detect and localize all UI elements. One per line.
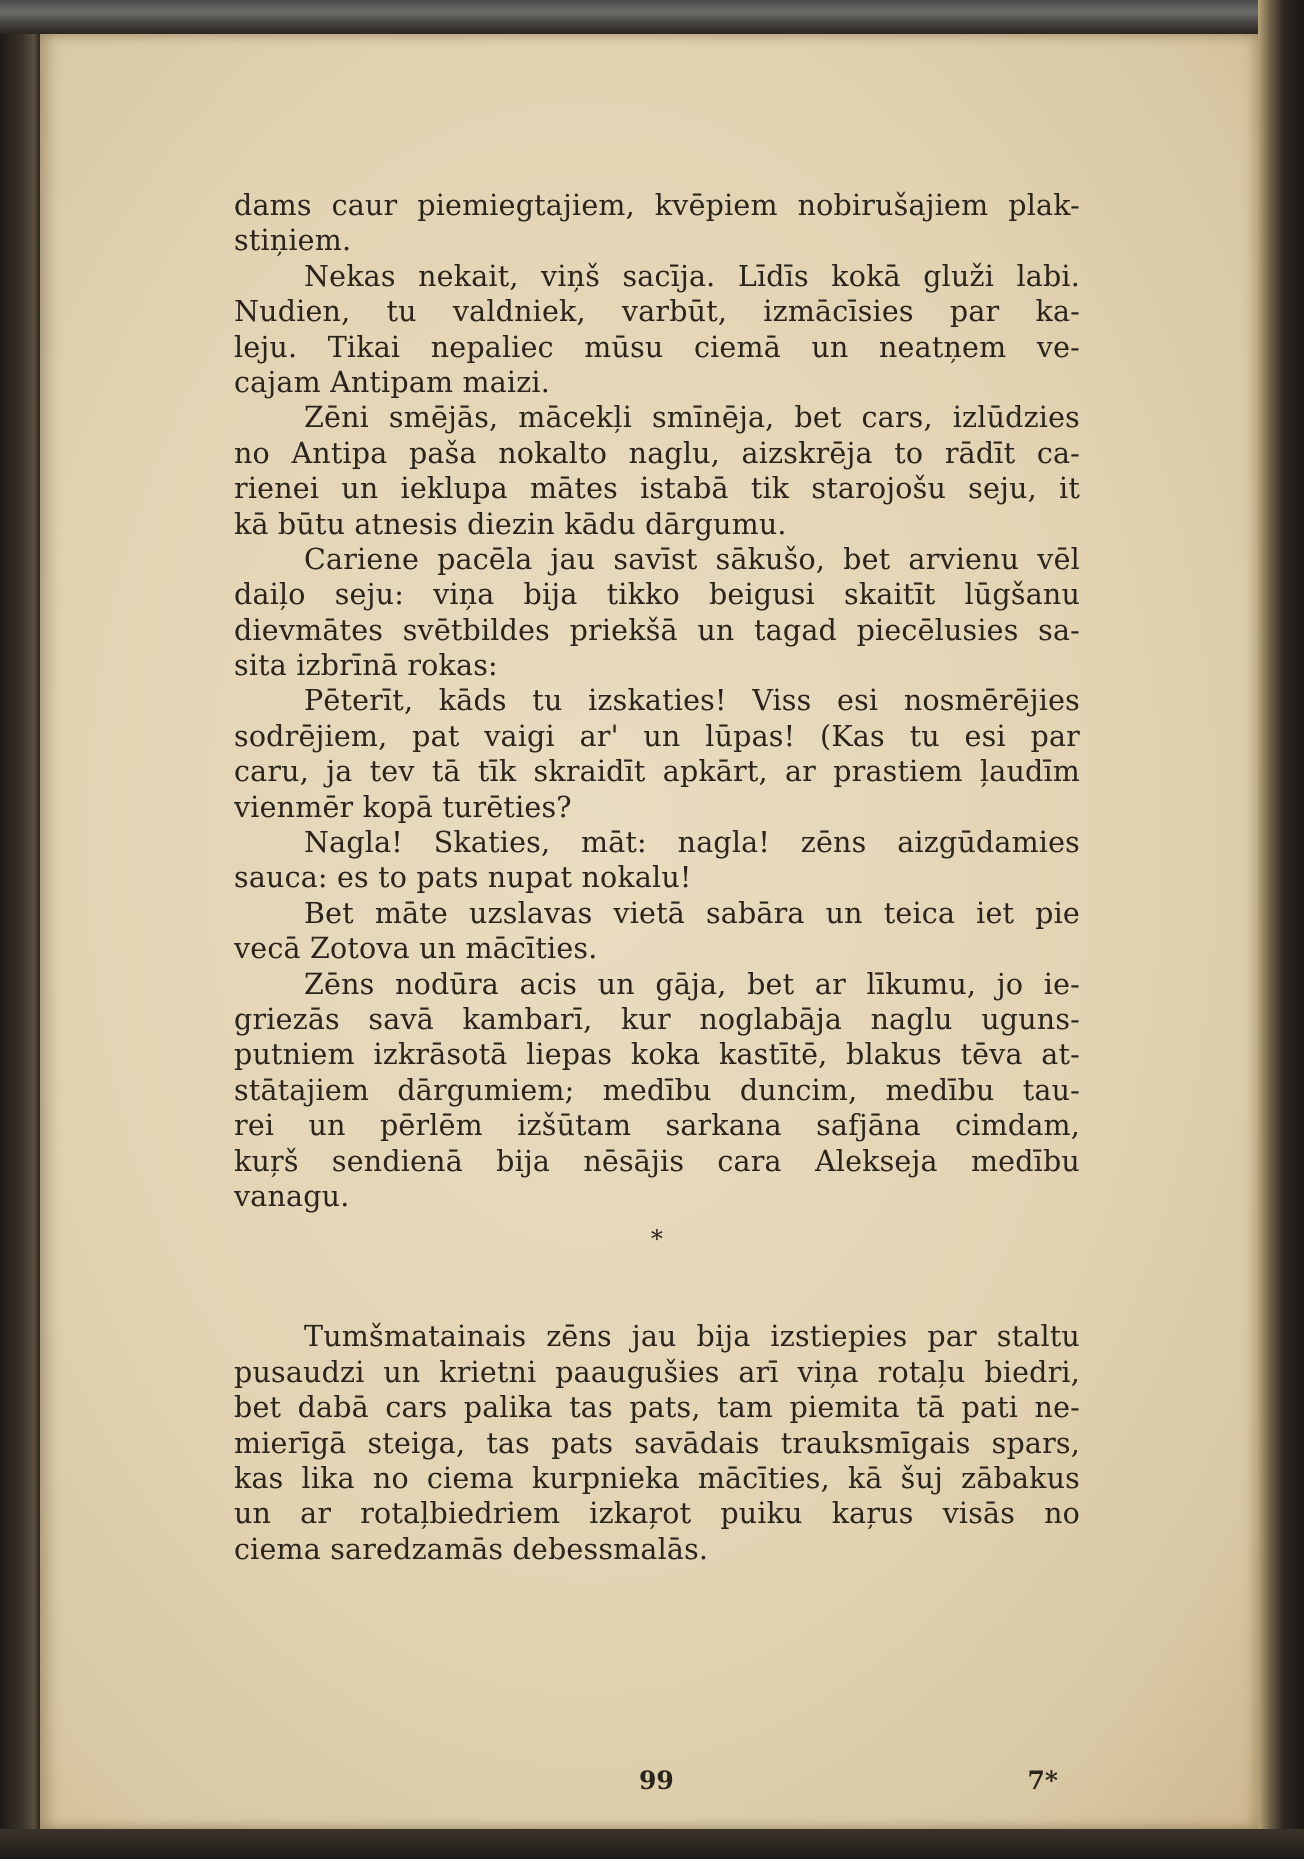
text-line: putniem izkrāsotā liepas koka kastītē, blakus tēva at- (234, 1038, 1080, 1072)
text-line: sauca: es to pats nupat nokalu! (234, 861, 692, 895)
page-number: 99 (639, 1766, 674, 1795)
text-line: daiļo seju: viņa bija tikko beigusi skaitīt lūgšanu (234, 578, 1080, 612)
text-line: kuŗš sendienā bija nēsājis cara Alekseja medību (234, 1144, 1080, 1178)
text-line: Nagla! Skaties, māt: nagla! zēns aizgūdamies (304, 826, 1080, 860)
text-line: caru, ja tev tā tīk skraidīt apkārt, ar prastiem ļaudīm (234, 755, 1080, 789)
text-line: ciema saredzamās debessmalās. (234, 1532, 709, 1566)
body-text (234, 188, 1080, 1567)
text-line: kas lika no ciema kurpnieka mācīties, kā šuj zābakus (234, 1461, 1080, 1495)
text-line: cajam Antipam maizi. (234, 365, 551, 399)
text-line: Pēterīt, kāds tu izskaties! Viss esi nosmērējies (304, 684, 1080, 718)
text-line: pusaudzi un krietni paaugušies arī viņa rotaļu biedri, (234, 1355, 1080, 1389)
text-line: leju. Tikai nepaliec mūsu ciemā un neatņem ve- (234, 330, 1080, 364)
text-line: vecā Zotova un mācīties. (234, 932, 598, 966)
signature-mark: 7* (1027, 1766, 1058, 1795)
section-separator: * (650, 1225, 664, 1254)
text-line: stiņiem. (234, 224, 352, 258)
text-line: kā būtu atnesis diezin kādu dārgumu. (234, 507, 787, 541)
text-line: no Antipa paša nokalto naglu, aizskrēja to rādīt ca- (234, 436, 1080, 470)
page-footer (234, 1766, 1080, 1802)
text-line: stātajiem dārgumiem; medību duncim, medību tau- (234, 1073, 1080, 1107)
text-line: Cariene pacēla jau savīst sākušo, bet arvienu vēl (304, 542, 1080, 576)
text-line: sita izbrīnā rokas: (234, 649, 498, 683)
text-line: rei un pērlēm izšūtam sarkana safjāna cimdam, (234, 1109, 1080, 1143)
text-line: sodrējiem, pat vaigi ar' un lūpas! (Kas tu esi par (234, 719, 1080, 753)
text-line: un ar rotaļbiedriem izkaŗot puiku kaŗus visās no (234, 1497, 1080, 1531)
text-line: rienei un ieklupa mātes istabā tik starojošu seju, it (234, 472, 1080, 506)
text-line: Bet māte uzslavas vietā sabāra un teica iet pie (304, 896, 1080, 930)
scan-top-edge (0, 0, 1304, 34)
text-line: griezās savā kambarī, kur noglabāja naglu uguns- (234, 1002, 1080, 1036)
text-line: dams caur piemiegtajiem, kvēpiem nobirušajiem plak- (234, 189, 1080, 222)
text-line: Zēns nodūra acis un gāja, bet ar līkumu, jo ie- (304, 967, 1080, 1001)
text-line: Zēni smējās, mācekļi smīnēja, bet cars, izlūdzies (304, 401, 1080, 435)
text-line: Tumšmatainais zēns jau bija izstiepies par staltu (304, 1320, 1080, 1354)
page-paper (40, 34, 1258, 1829)
text-line: bet dabā cars palika tas pats, tam piemita tā pati ne- (234, 1391, 1080, 1425)
text-line: Nudien, tu valdniek, varbūt, izmācīsies par ka- (234, 295, 1080, 329)
text-line: vienmēr kopā turēties? (234, 790, 572, 824)
text-line: vanagu. (234, 1179, 350, 1213)
scan-bottom-edge (0, 1829, 1304, 1859)
text-line: mierīgā steiga, tas pats savādais trauksmīgais spars, (234, 1426, 1080, 1460)
text-line: dievmātes svētbildes priekšā un tagad piecēlusies sa- (234, 613, 1080, 647)
text-line: Nekas nekait, viņš sacīja. Līdīs kokā gluži labi. (304, 259, 1080, 293)
book-page-edges (1258, 0, 1304, 1859)
